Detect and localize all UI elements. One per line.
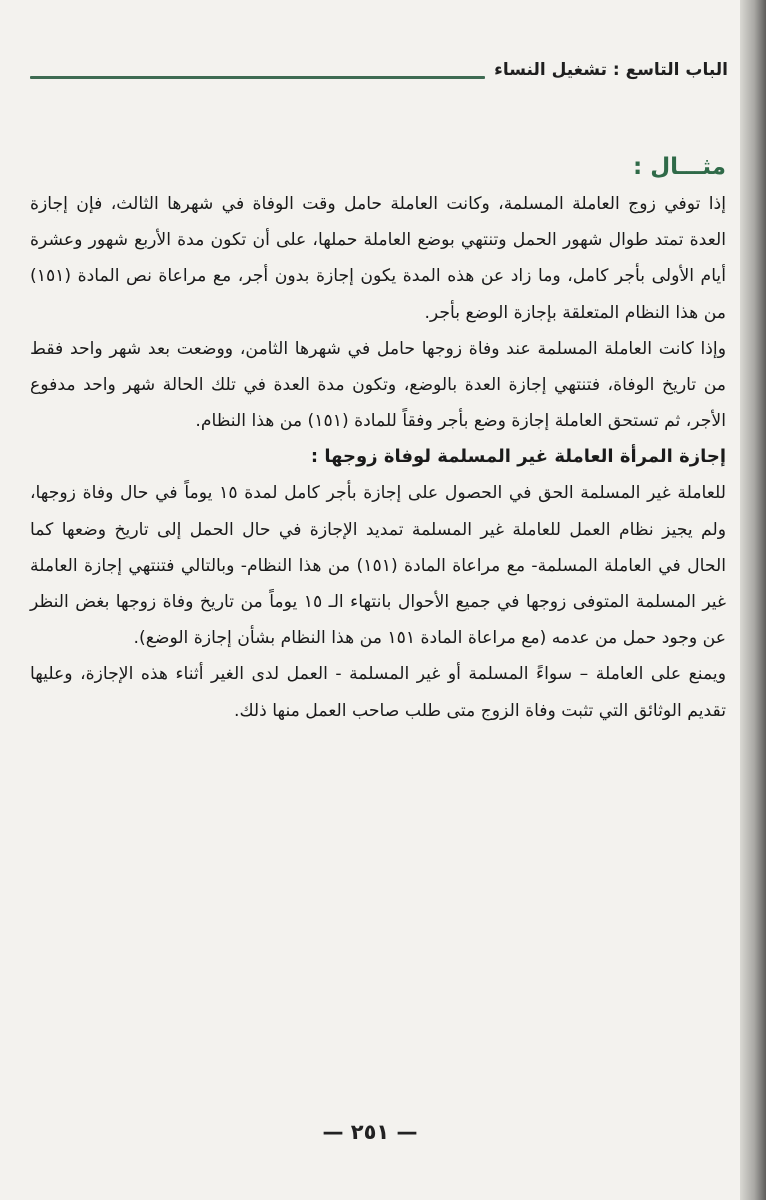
chapter-title: الباب التاسع : تشغيل النساء [494,60,728,80]
example-paragraph-1: إذا توفي زوج العاملة المسلمة، وكانت العاملة حامل وقت الوفاة في شهرها الثالث، فإن إجازة العدة تمتد طوال شهور الحمل وتنتهي بوضع العاملة حملها، على أن تكون مدة الأربع شهور وعشرة أيام الأولى بأجر كامل، وما زاد عن هذه المدة يكون إجازة بدون أجر، مع مراعاة نص المادة (١٥١) من هذا النظام المتعلقة بإجازة الوضع بأجر. [30,194,726,323]
page-number: — ٢٥١ — [322,1120,418,1144]
page-body [30,148,726,729]
running-header [24,58,728,90]
section-paragraph-2: ويمنع على العاملة – سواءً المسلمة أو غير المسلمة - العمل لدى الغير أثناء هذه الإجازة، وعليها تقديم الوثائق التي تثبت وفاة الزوج متى طلب صاحب العمل منها ذلك. [30,664,726,721]
example-paragraph-2: وإذا كانت العاملة المسلمة عند وفاة زوجها حامل في شهرها الثامن، ووضعت بعد شهر واحد فقط من تاريخ الوفاة، فتنتهي إجازة العدة بالوضع، وتكون مدة العدة في تلك الحالة شهر واحد مدفوع الأجر، ثم تستحق العاملة إجازة وضع بأجر وفقاً للمادة (١٥١) من هذا النظام. [30,338,726,432]
book-spine-edge [740,0,766,1200]
example-heading: مثـــال : [632,154,726,180]
section-paragraph-1: للعاملة غير المسلمة الحق في الحصول على إجازة بأجر كامل لمدة ١٥ يوماً في حال وفاة زوجها، ولم يجيز نظام العمل للعاملة غير المسلمة تمديد الإجازة في حال الحمل إلى تاريخ وضعها كما الحال في العاملة المسلمة- مع مراعاة المادة (١٥١) من هذا النظام- وبالتالي فتنتهي إجازة العاملة غير المسلمة المتوفى زوجها في جميع الأحوال بانتهاء الـ ١٥ يوماً من تاريخ وفاة زوجها بغض النظر عن وجود حمل من عدمه (مع مراعاة المادة ١٥١ من هذا النظام بشأن إجازة الوضع). [30,483,726,649]
section-heading: إجازة المرأة العاملة غير المسلمة لوفاة زوجها : [310,446,726,468]
header-rule [30,76,485,79]
